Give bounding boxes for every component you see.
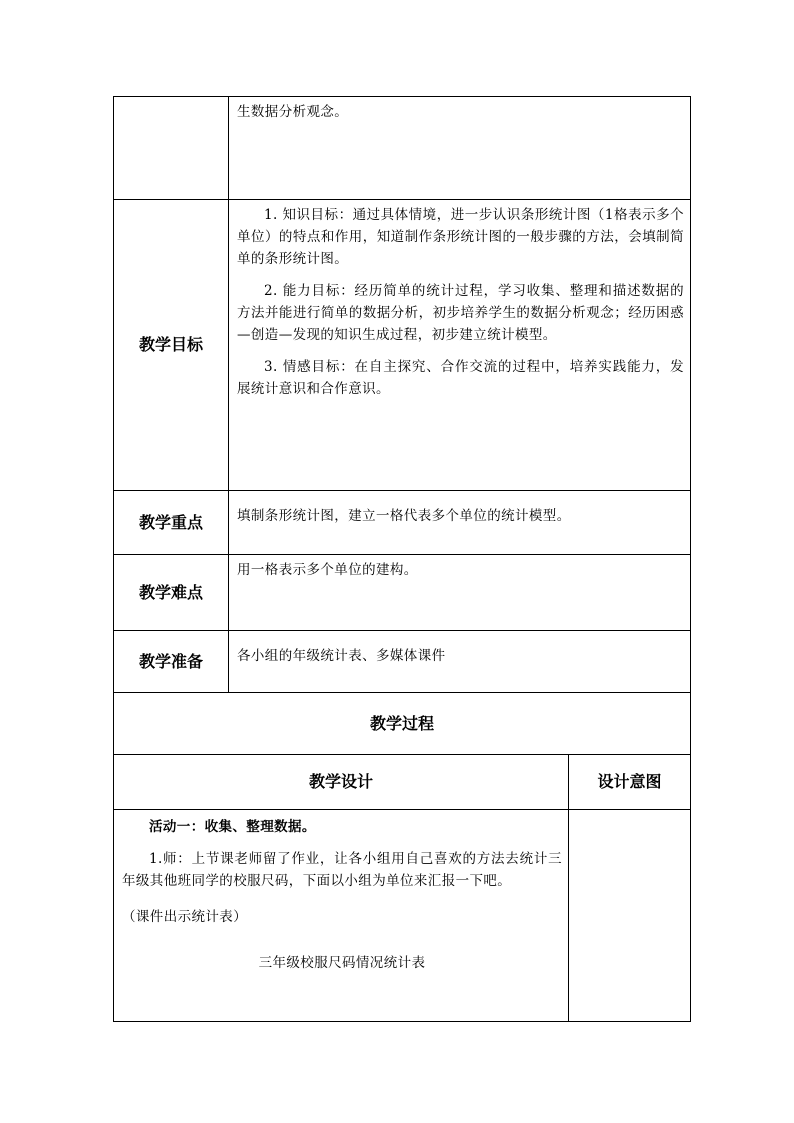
row-difficulties	[114, 555, 691, 631]
objectives-cell	[229, 200, 691, 491]
objective-ability: 2. 能力目标：经历简单的统计过程，学习收集、整理和描述数据的方法并能进行简单的数据分析，初步培养学生的数据分析观念；经历困惑—创造—发现的知识生成过程，初步建立统计模型。	[237, 283, 685, 343]
difficulties-label: 教学难点	[114, 555, 229, 631]
difficulties-text: 用一格表示多个单位的建构。	[237, 562, 418, 578]
activity-paragraph: 1.师：上节课老师留了作业，让各小组用自己喜欢的方法去统计三年级其他班同学的校服尺码，下面以小组为单位来汇报一下吧。	[122, 851, 562, 889]
preparation-label: 教学准备	[114, 631, 229, 693]
preparation-cell	[229, 631, 691, 693]
intent-header: 设计意图	[569, 755, 691, 810]
lesson-plan-table	[113, 96, 691, 1022]
key-points-label: 教学重点	[114, 491, 229, 555]
process-title: 教学过程	[114, 693, 691, 755]
objective-knowledge: 1. 知识目标：通过具体情境，进一步认识条形统计图（1格表示多个单位）的特点和作用，知道制作条形统计图的一般步骤的方法，会填制简单的条形统计图。	[237, 207, 685, 267]
key-points-cell	[229, 491, 691, 555]
row-objectives	[114, 200, 691, 491]
continuation-cell	[229, 97, 691, 200]
courseware-note: （课件出示统计表）	[122, 909, 248, 925]
preparation-text: 各小组的年级统计表、多媒体课件	[237, 648, 446, 664]
key-points-text: 填制条形统计图，建立一格代表多个单位的统计模型。	[237, 508, 571, 524]
intent-cell	[569, 810, 691, 1022]
row-key-points	[114, 491, 691, 555]
design-header: 教学设计	[114, 755, 569, 810]
continuation-text: 生数据分析观念。	[237, 104, 349, 120]
label-cell-empty	[114, 97, 229, 200]
activity-cell	[114, 810, 569, 1022]
row-process-headers	[114, 755, 691, 810]
objectives-label: 教学目标	[114, 200, 229, 491]
row-continuation	[114, 97, 691, 200]
difficulties-cell	[229, 555, 691, 631]
activity-title: 活动一：收集、整理数据。	[149, 819, 316, 835]
row-activity	[114, 810, 691, 1022]
row-preparation	[114, 631, 691, 693]
objective-emotion: 3. 情感目标：在自主探究、合作交流的过程中，培养实践能力，发展统计意识和合作意识。	[237, 359, 685, 397]
stats-table-caption: 三年级校服尺码情况统计表	[258, 955, 426, 971]
row-process-title	[114, 693, 691, 755]
